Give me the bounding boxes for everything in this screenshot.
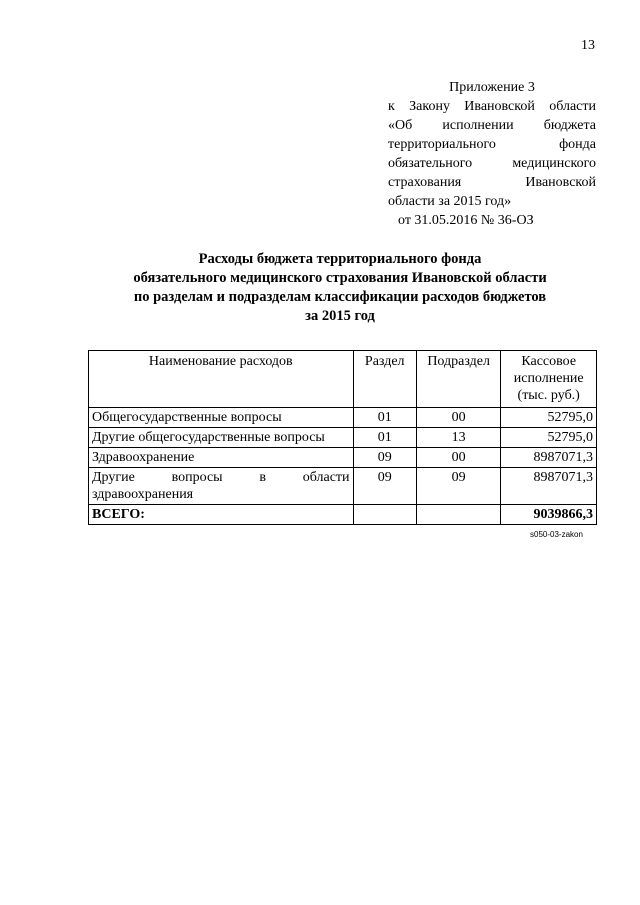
total-label: ВСЕГО: <box>89 505 354 525</box>
row-subsection: 00 <box>416 448 500 468</box>
row-amount: 52795,0 <box>501 408 597 428</box>
appendix-block <box>388 78 596 230</box>
footer-code: s050-03-zakon <box>530 530 583 539</box>
appendix-line <box>388 116 596 135</box>
title-line: обязательного медицинского страхования Ивановской области <box>133 270 547 286</box>
row-section: 09 <box>353 468 416 505</box>
total-row <box>89 505 597 525</box>
row-amount: 52795,0 <box>501 428 597 448</box>
row-section: 09 <box>353 448 416 468</box>
table-header-row <box>89 351 597 408</box>
row-name: Другие вопросы в области здравоохранения <box>89 468 354 505</box>
row-name: Здравоохранение <box>89 448 354 468</box>
row-subsection: 09 <box>416 468 500 505</box>
total-empty-subsection <box>416 505 500 525</box>
appendix-law-date: от 31.05.2016 № 36-ОЗ <box>398 213 534 228</box>
appendix-word: Ивановской <box>525 175 596 190</box>
header-subsection: Подраздел <box>416 351 500 408</box>
row-name: Общегосударственные вопросы <box>89 408 354 428</box>
appendix-line <box>388 173 596 192</box>
appendix-line <box>388 135 596 154</box>
title-line: по разделам и подразделам классификации расходов бюджетов <box>133 289 547 305</box>
appendix-word: страхования <box>388 175 462 190</box>
row-amount: 8987071,3 <box>501 448 597 468</box>
table-row <box>89 428 597 448</box>
total-amount: 9039866,3 <box>501 505 597 525</box>
appendix-word: обязательного <box>388 156 473 171</box>
row-subsection: 13 <box>416 428 500 448</box>
table-row <box>89 448 597 468</box>
appendix-line <box>388 97 596 116</box>
row-section: 01 <box>353 408 416 428</box>
total-empty-section <box>353 505 416 525</box>
appendix-word: исполнении <box>442 118 514 133</box>
row-section: 01 <box>353 428 416 448</box>
document-title <box>80 250 600 326</box>
appendix-line: области за 2015 год» <box>388 194 512 209</box>
appendix-word: «Об <box>388 118 413 133</box>
header-amount-line: Кассовое <box>521 354 577 369</box>
header-amount <box>501 351 597 408</box>
table-row <box>89 468 597 505</box>
appendix-line: Приложение 3 <box>449 80 535 95</box>
header-amount-line: (тыс. руб.) <box>517 388 580 403</box>
page-number: 13 <box>581 38 595 53</box>
appendix-word: медицинского <box>512 156 596 171</box>
table-row <box>89 408 597 428</box>
appendix-word: территориального <box>388 137 496 152</box>
header-section: Раздел <box>353 351 416 408</box>
appendix-word: области <box>549 99 596 114</box>
title-line: за 2015 год <box>305 308 375 324</box>
row-subsection: 00 <box>416 408 500 428</box>
appendix-word: фонда <box>559 137 596 152</box>
row-amount: 8987071,3 <box>501 468 597 505</box>
appendix-word: бюджета <box>543 118 596 133</box>
header-name: Наименование расходов <box>89 351 354 408</box>
appendix-word: к <box>388 99 395 114</box>
appendix-word: Закону <box>409 99 450 114</box>
title-line: Расходы бюджета территориального фонда <box>198 251 482 267</box>
row-name: Другие общегосударственные вопросы <box>89 428 354 448</box>
appendix-word: Ивановской <box>464 99 535 114</box>
header-amount-line: исполнение <box>513 371 584 386</box>
expenses-table <box>88 350 597 525</box>
appendix-line <box>388 154 596 173</box>
